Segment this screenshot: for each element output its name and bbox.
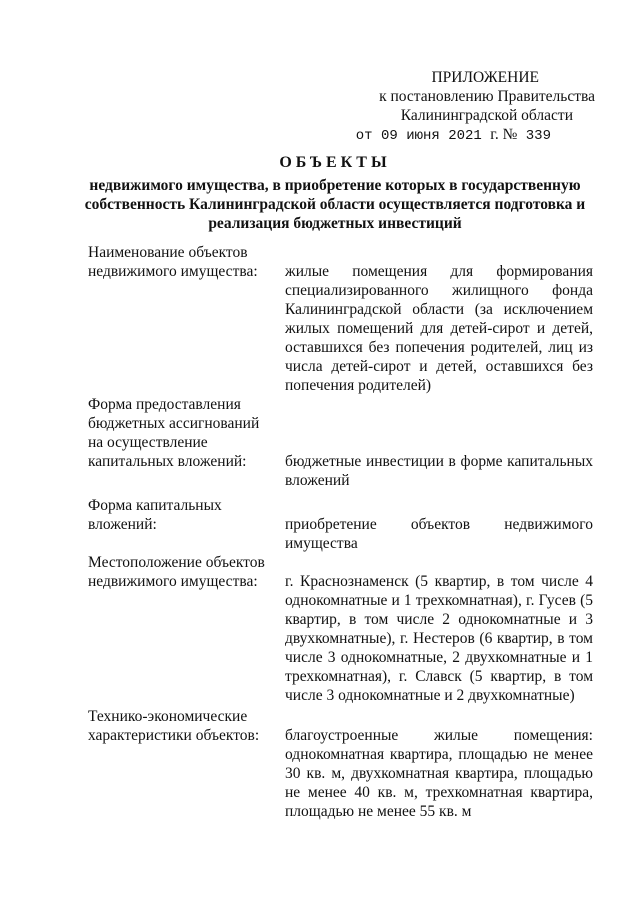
detail-label: Форма капитальных вложений: xyxy=(88,497,222,533)
detail-value: приобретение объектов недвижимого имущества xyxy=(285,516,593,552)
detail-row-characteristics xyxy=(88,707,593,821)
detail-label: Технико-экономические характеристики объектов: xyxy=(88,708,260,744)
appendix-date-line xyxy=(350,125,595,146)
detail-value: г. Краснознаменск (5 квартир, в том числе 4 однокомнатные и 1 трехкомнатная), г. Гусев (5 квартир, в том числе 2 однокомнатные и 3 двухкомнатные), г. Нестеров (6 квартир, в том числе 3 однокомнатные, 2 двухкомнатные и 1 трехкомнатная), г. Славск (5 квартир, в том числе 3 однокомнатные и 2 двухкомнатные) xyxy=(285,573,593,704)
appendix-region-line: Калининградской области xyxy=(400,107,573,124)
detail-value: благоустроенные жилые помещения: однокомнатная квартира, площадью не менее 30 кв. м, двухкомнатная квартира, площадью не менее 40 кв. м, трехкомнатная квартира, площадью не менее 55 кв. м xyxy=(285,727,593,820)
detail-value: жилые помещения для формирования специализированного жилищного фонда Калининградской области (за исключением жилых помещений для детей-сирот и детей, оставшихся без попечения родителей, лиц из числа детей-сирот и детей, оставшихся без попечения родителей) xyxy=(285,263,593,394)
appendix-decree-line: к постановлению Правительства xyxy=(379,88,595,105)
document-heading xyxy=(80,154,590,233)
appendix-block xyxy=(350,68,595,146)
detail-row-name xyxy=(88,243,593,395)
property-details-list xyxy=(88,243,593,821)
appendix-number-sign: г. № xyxy=(490,126,518,143)
detail-value: бюджетные инвестиции в форме капитальных вложений xyxy=(285,453,593,489)
detail-label: Местоположение объектов недвижимого имущества: xyxy=(88,554,265,590)
detail-row-funding-form xyxy=(88,395,593,490)
detail-row-location xyxy=(88,553,593,705)
document-title: ОБЪЕКТЫ xyxy=(279,154,391,171)
detail-row-investment-form xyxy=(88,496,593,553)
document-subtitle: недвижимого имущества, в приобретение которых в государственную собственность Калининградской области осуществляется подготовка и реализация бюджетных инвестиций xyxy=(84,177,586,232)
detail-label: Форма предоставления бюджетных ассигнований на осуществление капитальных вложений: xyxy=(88,396,260,470)
appendix-date: от 09 июня 2021 xyxy=(355,128,482,144)
appendix-title: ПРИЛОЖЕНИЕ xyxy=(431,69,539,86)
appendix-number: 339 xyxy=(525,128,551,144)
detail-label: Наименование объектов недвижимого имущества: xyxy=(88,244,258,280)
